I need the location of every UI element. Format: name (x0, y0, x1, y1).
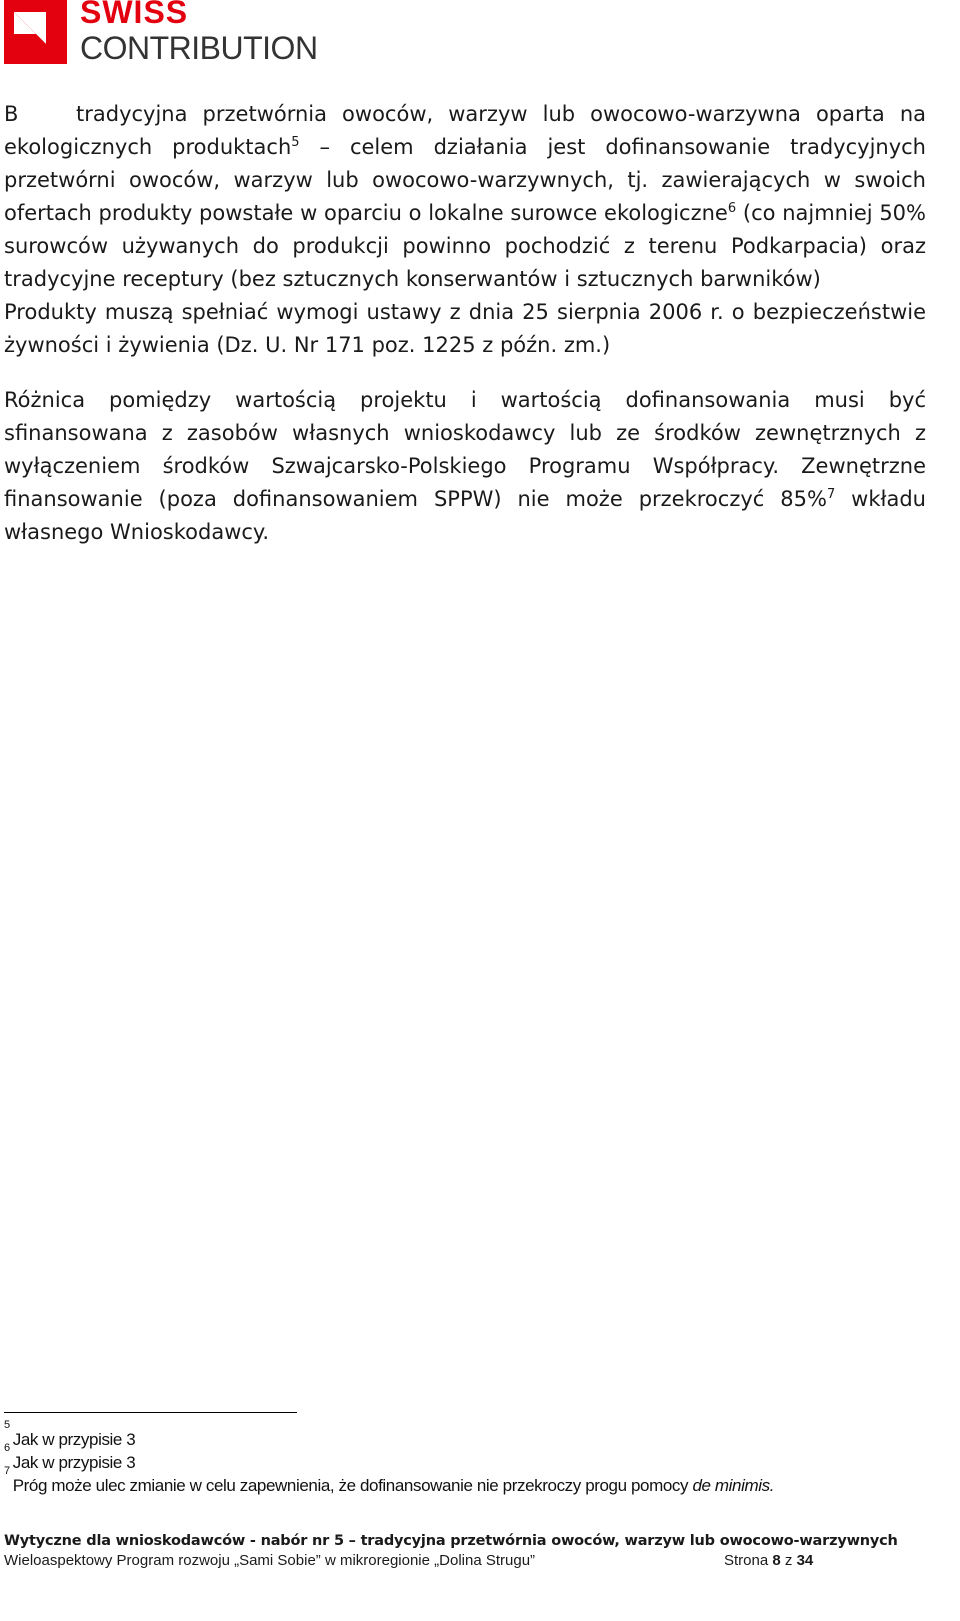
footnote-text: Próg może ulec zmianie w celu zapewnienia, że dofinansowanie nie przekroczy progu pomocy (12, 1476, 693, 1495)
page-footer (4, 1531, 904, 1571)
footnote-ref-5: 5 (291, 135, 300, 150)
paragraph-section-b (4, 98, 926, 296)
footnote-ref-7: 7 (826, 487, 836, 502)
paragraph-requirements: Produkty muszą spełniać wymogi ustawy z dnia 25 sierpnia 2006 r. o bezpieczeństwie żywności i żywienia (Dz. U. Nr 171 poz. 1225 z późn. zm.) (4, 300, 926, 357)
p3-text-b: wkładu własnego Wnioskodawcy. (4, 487, 926, 544)
footnote-divider (4, 1412, 297, 1413)
logo-text-contribution: CONTRIBUTION (80, 30, 318, 66)
section-label: B (4, 102, 19, 126)
p1-text-b: – celem działania jest dofinansowanie tradycyjnych przetwórni owoców, warzyw lub owocowo-warzywnych, tj. zawierających w swoich ofertach produkty powstałe w oparciu o lokalne surowce ekologiczne (4, 135, 926, 225)
footer-program-name: Wieloaspektowy Program rozwoju „Sami Sobie” w mikroregionie „Dolina Strugu” (4, 1552, 536, 1569)
footnote-number: 5 (4, 1419, 10, 1431)
document-body (4, 98, 926, 549)
footnote-ref-6: 6 (727, 201, 737, 216)
footnote-text: Jak w przypisie 3 (12, 1430, 136, 1449)
footnote-6 (4, 1442, 774, 1474)
footnote-italic: de minimis. (692, 1476, 775, 1495)
logo-text-swiss: SWISS (80, 0, 189, 30)
footnote-7 (4, 1465, 775, 1497)
swiss-contribution-logo (4, 0, 324, 70)
p3-text-a: Różnica pomiędzy wartością projektu i wartością dofinansowania musi być sfinansowana z zasobów własnych wnioskodawcy lub ze środków zewnętrznych z wyłączeniem środków Szwajcarsko-Polskiego Programu Współpracy. Zewnętrzne finansowanie (poza dofinansowaniem SPPW) nie może przekroczyć 85% (4, 388, 926, 511)
footnote-number: 7 (4, 1465, 10, 1477)
footnotes (4, 1419, 775, 1497)
p1-text-a: tradycyjna przetwórnia owoców, warzyw lub owocowo-warzywna oparta na ekologicznych produktach (4, 102, 926, 159)
footer-title: Wytyczne dla wnioskodawców - nabór nr 5 – tradycyjna przetwórnia owoców, warzyw lub owocowo-warzywnych (4, 1533, 898, 1549)
page-total: 34 (796, 1552, 814, 1569)
page-current: 8 (772, 1552, 781, 1569)
footer-program (4, 1551, 904, 1571)
p1-text-c: (co najmniej 50% surowców używanych do produkcji powinno pochodzić z terenu Podkarpacia) oraz tradycyjne receptury (bez sztucznych konserwantów i sztucznych barwników) (4, 201, 926, 291)
swiss-flag-icon (4, 0, 67, 64)
page-number: Strona 8 z 34 (724, 1552, 814, 1569)
footnote-number: 6 (4, 1442, 10, 1454)
footnote-text: Jak w przypisie 3 (12, 1453, 136, 1472)
paragraph-financing (4, 384, 926, 549)
footnote-5 (4, 1419, 774, 1451)
